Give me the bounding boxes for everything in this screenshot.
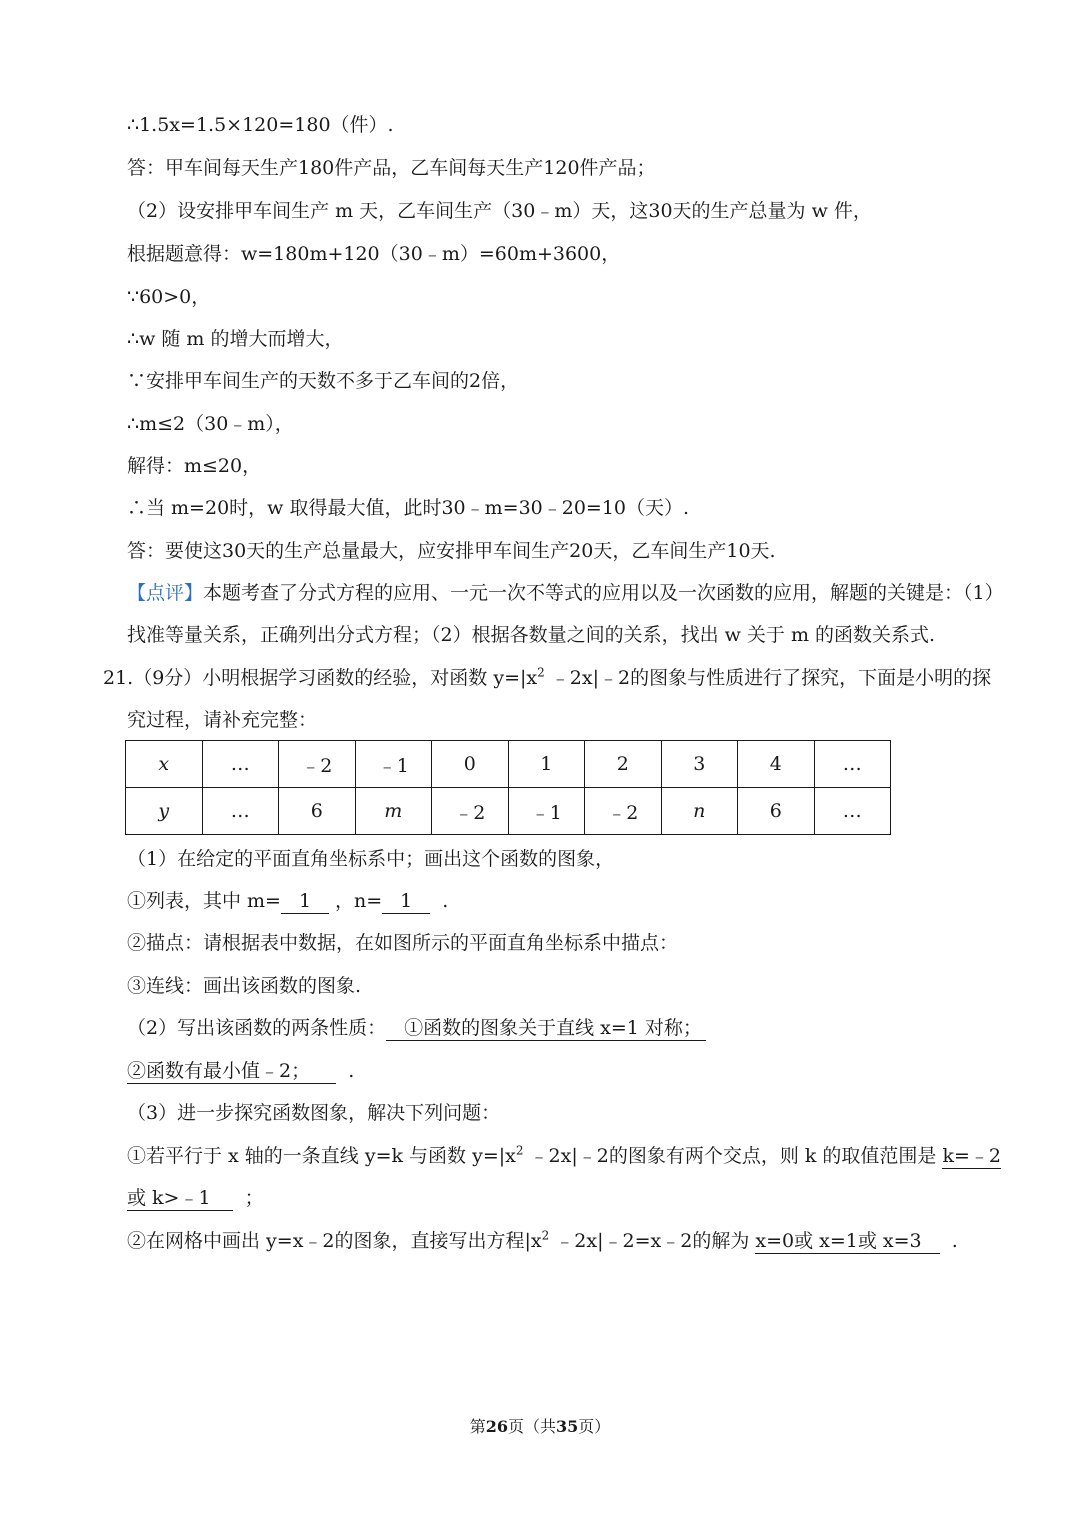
- question-21-heading-2: 究过程，请补充完整：: [127, 709, 318, 731]
- p3b-end: .: [951, 1230, 958, 1252]
- part3-heading: （3）进一步探究函数图象，解决下列问题：: [127, 1102, 501, 1124]
- answer-n: 1: [382, 889, 430, 914]
- inequality-line: ∴m≤2（30﹣m），: [127, 413, 294, 435]
- table-cell: …: [202, 741, 279, 788]
- part3-step2: [127, 1228, 958, 1254]
- part2-end: .: [348, 1060, 355, 1082]
- p3a-superscript: 2: [515, 1143, 524, 1158]
- table-cell: 1: [508, 741, 585, 788]
- table-cell: ﹣1: [508, 788, 585, 835]
- p3b-superscript: 2: [541, 1228, 550, 1243]
- therefore-line-1: ∴w 随 m 的增大而增大，: [127, 328, 344, 350]
- table-cell: …: [814, 741, 891, 788]
- table-cell: ﹣2: [432, 788, 509, 835]
- range-answer-1: k=﹣2: [942, 1145, 1002, 1167]
- page-number: 26: [485, 1417, 508, 1436]
- part2-setup: （2）设安排甲车间生产 m 天，乙车间生产（30﹣m）天，这30天的生产总量为 w 件，: [127, 200, 872, 222]
- table-cell: …: [202, 788, 279, 835]
- q21-text-b: ﹣2x|﹣2的图象与性质进行了探究，下面是小明的探: [544, 667, 992, 689]
- footer-mid: 页（共: [507, 1417, 556, 1436]
- range-answer-2: 或 k>﹣1: [127, 1186, 233, 1211]
- page-footer: [0, 1414, 1080, 1437]
- property-answer-2: ②函数有最小值﹣2；: [127, 1059, 336, 1084]
- max-value-line: ∴当 m=20时，w 取得最大值，此时30﹣m=30﹣20=10（天）.: [127, 497, 690, 519]
- part3-step1: [127, 1143, 1001, 1169]
- review-paragraph: [127, 580, 1004, 606]
- total-pages: 35: [556, 1417, 579, 1436]
- equation-line: 根据题意得：w=180m+120（30﹣m）=60m+3600，: [127, 243, 621, 265]
- part1-step3: ③连线：画出该函数的图象.: [127, 975, 362, 997]
- table-cell: 2: [585, 741, 662, 788]
- p3a-end: ；: [244, 1187, 264, 1209]
- table-cell: …: [814, 788, 891, 835]
- part1-heading: （1）在给定的平面直角坐标系中；画出这个函数的图象，: [127, 848, 615, 870]
- footer-post: 页）: [578, 1417, 611, 1436]
- part1-step1: [127, 888, 448, 914]
- table-cell: y: [126, 788, 203, 835]
- table-cell: 6: [738, 788, 815, 835]
- because-line-2: ∵安排甲车间生产的天数不多于乙车间的2倍，: [127, 370, 520, 392]
- value-table: [125, 740, 891, 835]
- p3a-text-b: ﹣2x|﹣2的图象有两个交点，则 k 的取值范围是: [523, 1145, 937, 1167]
- footer-pre: 第: [469, 1417, 486, 1436]
- answer-m: 1: [281, 889, 329, 914]
- review-tag: 【点评】: [127, 582, 204, 604]
- solution-line-1: ∴1.5x=1.5×120=180（件）.: [127, 114, 394, 136]
- table-cell: ﹣2: [585, 788, 662, 835]
- table-cell: m: [355, 788, 432, 835]
- table-cell: 3: [661, 741, 738, 788]
- step1-end: .: [442, 890, 449, 912]
- answer-line-1: 答：甲车间每天生产180件产品，乙车间每天生产120件产品；: [127, 157, 656, 179]
- part2-line-2: [127, 1058, 354, 1084]
- table-cell: n: [661, 788, 738, 835]
- q21-text-a: 21.（9分）小明根据学习函数的经验，对函数 y=|x: [103, 667, 538, 689]
- because-line-1: ∵60>0，: [127, 286, 211, 308]
- table-cell: 4: [738, 741, 815, 788]
- p3b-text-b: ﹣2x|﹣2=x﹣2的解为: [549, 1230, 750, 1252]
- table-cell: x: [126, 741, 203, 788]
- part3-step1-cont: [127, 1185, 264, 1211]
- table-row-x: [126, 741, 891, 788]
- table-cell: 0: [432, 741, 509, 788]
- part2-line-1: [127, 1015, 706, 1041]
- solution-answer: x=0或 x=1或 x=3: [755, 1229, 939, 1254]
- review-text: 本题考查了分式方程的应用、一元一次不等式的应用以及一次函数的应用，解题的关键是：（1）: [203, 582, 1004, 604]
- question-21-heading: [103, 665, 991, 691]
- p3a-text-a: ①若平行于 x 轴的一条直线 y=k 与函数 y=|x: [127, 1145, 516, 1167]
- step1-mid: ，n=: [335, 890, 383, 912]
- q21-superscript: 2: [537, 665, 545, 680]
- table-cell: ﹣2: [279, 741, 356, 788]
- p3b-text-a: ②在网格中画出 y=x﹣2的图象，直接写出方程|x: [127, 1230, 542, 1252]
- review-text-2: 找准等量关系，正确列出分式方程；（2）根据各数量之间的关系，找出 w 关于 m 的函数关系式.: [127, 624, 936, 646]
- answer-line-2: 答：要使这30天的生产总量最大，应安排甲车间生产20天，乙车间生产10天.: [127, 540, 776, 562]
- part2-label: （2）写出该函数的两条性质：: [127, 1017, 387, 1039]
- solve-line: 解得：m≤20，: [127, 455, 262, 477]
- table-row-y: [126, 788, 891, 835]
- part1-step2: ②描点：请根据表中数据，在如图所示的平面直角坐标系中描点：: [127, 932, 679, 954]
- step1-label: ①列表，其中 m=: [127, 890, 281, 912]
- property-answer-1: ①函数的图象关于直线 x=1 对称；: [386, 1016, 706, 1041]
- table-cell: 6: [279, 788, 356, 835]
- table-cell: ﹣1: [355, 741, 432, 788]
